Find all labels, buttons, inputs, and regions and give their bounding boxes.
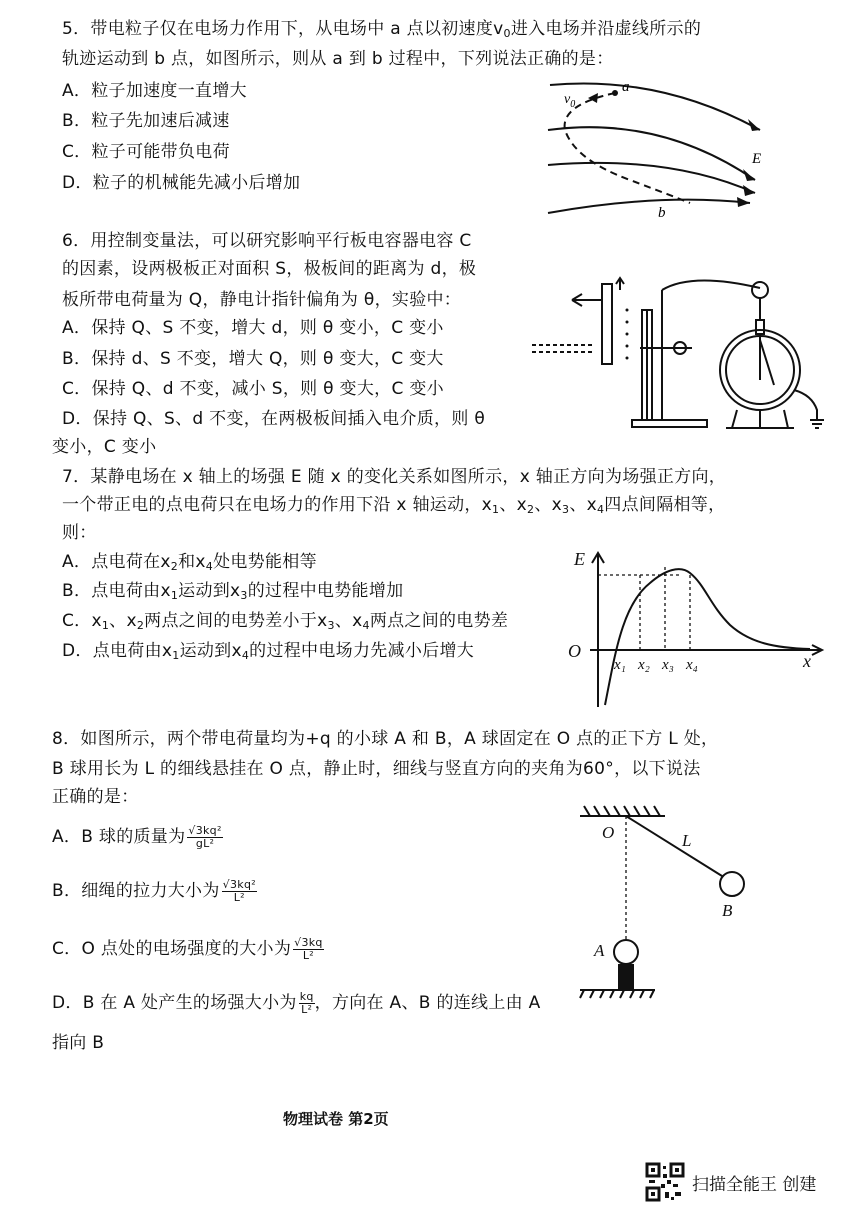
watermark-text: 扫描全能王 创建 <box>692 1175 817 1195</box>
q5-label-a: a <box>622 79 630 95</box>
q8-label-L: L <box>682 831 692 850</box>
q8-option-b: B．细绳的拉力大小为 $\frac{\text{√3kq²}}{\text{L²}}$ <box>52 877 256 904</box>
q7-option-b: B．点电荷由$x_1$运动到$x_3$的过程中电势能增加 <box>62 581 404 602</box>
q8-pendulum-figure <box>570 802 770 1002</box>
q6-option-a: A．保持 Q、S 不变，增大 d，则 θ 变小，C 变小 <box>62 318 444 338</box>
q7-tick-x3: x₃ <box>662 657 674 673</box>
q6-option-b: B．保持 d、S 不变，增大 Q，则 θ 变大，C 变大 <box>62 349 444 369</box>
q5-label-E: E <box>752 151 762 167</box>
q7-tick-x2: x₂ <box>638 657 650 673</box>
q7-stem-line2: 一个带正电的点电荷只在电场力的作用下沿 x 轴运动，$x_1$、$x_2$、$x_3$、$x_4$四点间隔相等， <box>62 495 726 516</box>
q6-option-c: C．保持 Q、d 不变，减小 S，则 θ 变大，C 变小 <box>62 379 444 399</box>
q7-label-O: O <box>568 641 581 661</box>
q6-option-d: D．保持 Q、S、d 不变，在两极板间插入电介质，则 θ <box>62 409 486 429</box>
q8-option-a: A．B 球的质量为 $\frac{\text{√3kq²}}{\text{gL²}}$ <box>52 823 222 850</box>
q7-label-x-axis: x <box>803 651 811 671</box>
q6-option-d-cont: 变小，C 变小 <box>52 437 157 457</box>
q8-label-O: O <box>602 823 615 842</box>
q5-option-c: C．粒子可能带负电荷 <box>62 142 230 162</box>
q7-option-d: D．点电荷由$x_1$运动到$x_4$的过程中电场力先减小后增大 <box>62 641 475 662</box>
q8-stem-line3: 正确的是： <box>52 787 139 807</box>
q8-stem-line1: 8．如图所示，两个带电荷量均为+q 的小球 A 和 B，A 球固定在 O 点的正下方 L 处， <box>52 729 719 749</box>
q8-label-A: A <box>594 941 605 960</box>
q8-option-c: C．O 点处的电场强度的大小为 $\frac{√3kq}{\text{L²}}$ <box>52 935 323 962</box>
q7-option-c: C．$x_1$、$x_2$两点之间的电势差小于$x_3$、$x_4$两点之间的电势差 <box>62 611 509 632</box>
q5-stem-line1: 5．带电粒子仅在电场力作用下，从电场中 a 点以初速度$v_0$进入电场并沿虚线所示的 <box>62 19 702 40</box>
q7-tick-x1: x₁ <box>614 657 626 673</box>
q8-option-d: D．B 在 A 处产生的场强大小为 $\frac{kq}{\text{L²}}$ ，方向在 A、B 的连线上由 A <box>52 989 541 1016</box>
q6-stem-line2: 的因素，设两极板正对面积 S，极板间的距离为 d，极 <box>62 259 477 279</box>
q5-option-b: B．粒子先加速后减速 <box>62 111 230 131</box>
q5-label-b: b <box>658 205 666 221</box>
q7-E-x-graph <box>560 545 830 713</box>
q5-label-v0: $v_0$ <box>564 92 576 110</box>
q8-label-B: B <box>722 901 733 920</box>
page-footer: 物理试卷 第2页 <box>283 1110 389 1128</box>
q7-stem-line1: 7．某静电场在 x 轴上的场强 E 随 x 的变化关系如图所示，x 轴正方向为场强正方向， <box>62 467 727 487</box>
q7-tick-x4: x₄ <box>686 657 698 673</box>
q5-option-d: D．粒子的机械能先减小后增加 <box>62 173 301 193</box>
q5-field-figure <box>540 75 780 225</box>
q8-option-d-cont: 指向 B <box>52 1033 105 1053</box>
q7-stem-line3: 则： <box>62 523 97 543</box>
q6-stem-line3: 板所带电荷量为 Q，静电计指针偏角为 θ，实验中： <box>62 290 462 310</box>
q7-label-E: E <box>574 549 585 569</box>
q6-stem-line1: 6．用控制变量法，可以研究影响平行板电容器电容 C <box>62 231 472 251</box>
qr-code-icon <box>645 1162 685 1202</box>
q7-option-a: A．点电荷在$x_2$和$x_4$处电势能相等 <box>62 552 317 573</box>
q6-capacitor-electrometer-figure <box>532 270 832 435</box>
q8-stem-line2: B 球用长为 L 的细线悬挂在 O 点，静止时，细线与竖直方向的夹角为60°，以下说法 <box>52 759 701 779</box>
q5-stem-line2: 轨迹运动到 b 点，如图所示，则从 a 到 b 过程中，下列说法正确的是： <box>62 49 614 69</box>
q5-option-a: A．粒子加速度一直增大 <box>62 81 247 101</box>
